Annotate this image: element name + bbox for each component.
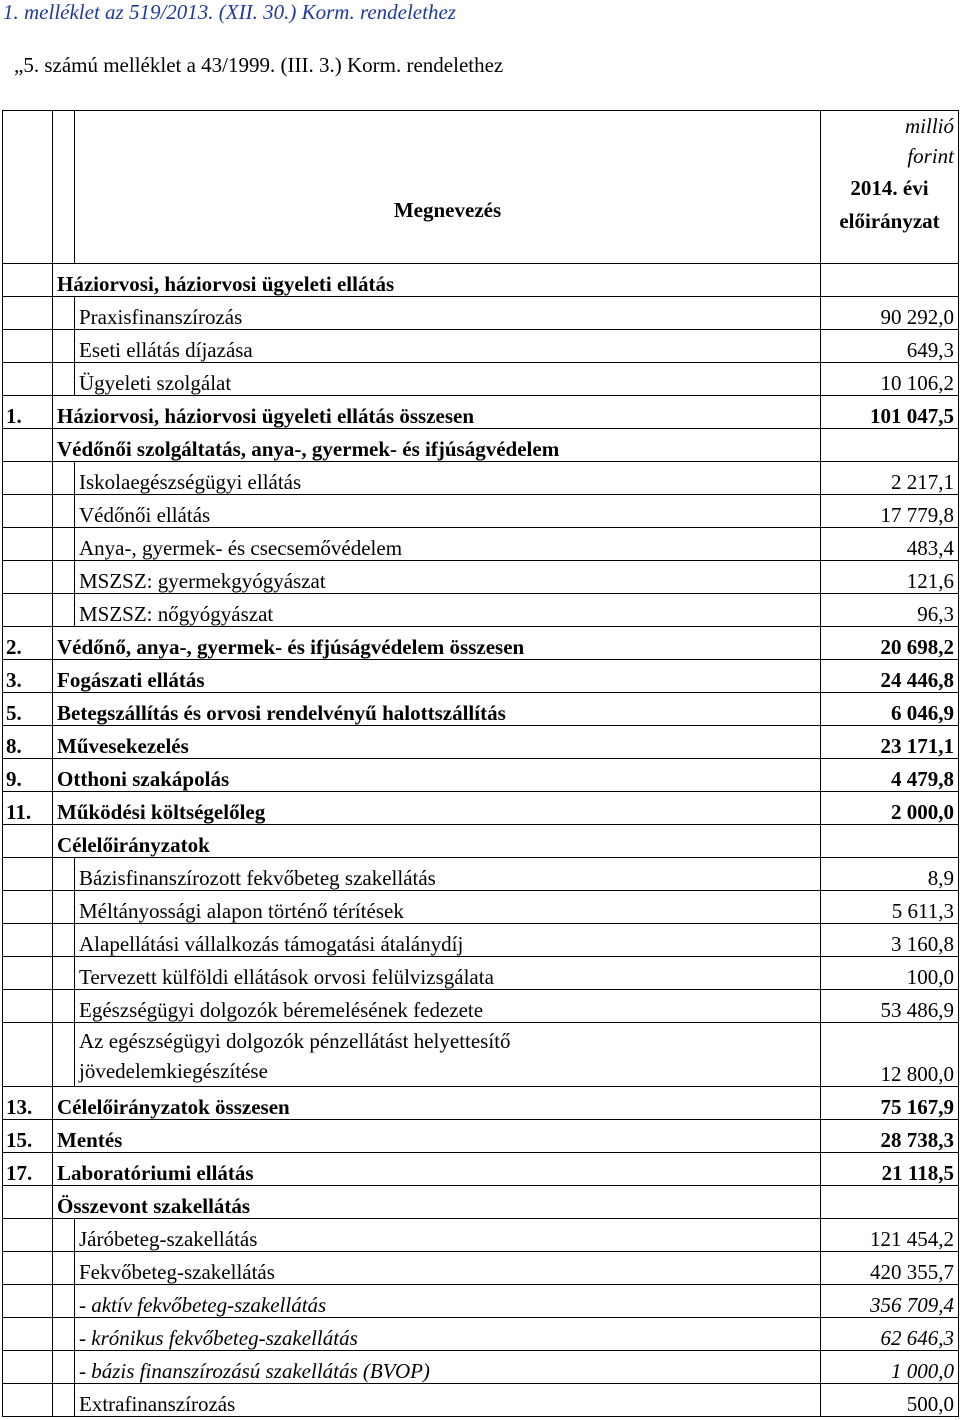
row-number: 1.: [3, 396, 53, 429]
row-number-empty: [3, 594, 53, 627]
item-label: Egészségügyi dolgozók béremelésének fedezete: [75, 990, 821, 1023]
row-number-empty: [3, 495, 53, 528]
row-number-empty: [3, 858, 53, 891]
row-number-empty: [3, 1384, 53, 1417]
item-label: Méltányossági alapon történő térítések: [75, 891, 821, 924]
row-number: 15.: [3, 1120, 53, 1153]
table-row: [3, 1087, 959, 1120]
item-value: 5 611,3: [821, 891, 959, 924]
indent-cell: [53, 957, 75, 990]
row-number: 11.: [3, 792, 53, 825]
item-label: Iskolaegészségügyi ellátás: [75, 462, 821, 495]
table-row: [3, 858, 959, 891]
indent-cell: [53, 858, 75, 891]
decree-reference-line: 1. melléklet az 519/2013. (XII. 30.) Korm. rendelethez: [3, 0, 456, 24]
table-row: [3, 330, 959, 363]
year-label: 2014. évi: [850, 176, 929, 200]
indent-cell: [53, 594, 75, 627]
total-value: 24 446,8: [821, 660, 959, 693]
table-row: [3, 561, 959, 594]
row-number-empty: [3, 528, 53, 561]
item-value: 1 000,0: [821, 1351, 959, 1384]
indent-cell: [53, 462, 75, 495]
indent-cell: [53, 1023, 75, 1087]
group-heading: Összevont szakellátás: [53, 1186, 821, 1219]
row-number-empty: [3, 1351, 53, 1384]
item-value: 8,9: [821, 858, 959, 891]
total-value: 75 167,9: [821, 1087, 959, 1120]
indent-cell: [53, 1384, 75, 1417]
item-label: Védőnői ellátás: [75, 495, 821, 528]
row-number: 5.: [3, 693, 53, 726]
appropriation-label: előirányzat: [839, 209, 940, 233]
total-value: 6 046,9: [821, 693, 959, 726]
table-row: [3, 1285, 959, 1318]
row-number: [3, 825, 53, 858]
indent-cell: [53, 924, 75, 957]
table-row: [3, 990, 959, 1023]
total-value: 28 738,3: [821, 1120, 959, 1153]
indent-cell: [53, 1219, 75, 1252]
row-number-empty: [3, 924, 53, 957]
group-heading: Védőnői szolgáltatás, anya-, gyermek- és ifjúságvédelem: [53, 429, 821, 462]
item-label: [75, 1023, 821, 1087]
indent-cell: [53, 495, 75, 528]
total-value: 2 000,0: [821, 792, 959, 825]
item-label: Ügyeleti szolgálat: [75, 363, 821, 396]
table-row: [3, 693, 959, 726]
item-value: 649,3: [821, 330, 959, 363]
row-number-empty: [3, 891, 53, 924]
item-value: 96,3: [821, 594, 959, 627]
table-row: [3, 363, 959, 396]
row-number-empty: [3, 1285, 53, 1318]
row-number: [3, 429, 53, 462]
table-row: [3, 264, 959, 297]
item-value: 12 800,0: [821, 1023, 959, 1087]
column-name-label: Megnevezés: [393, 197, 502, 222]
group-heading: Háziorvosi, háziorvosi ügyeleti ellátás: [53, 264, 821, 297]
table-row: [3, 594, 959, 627]
total-label: Mentés: [53, 1120, 821, 1153]
total-label: Védőnő, anya-, gyermek- és ifjúságvédelem összesen: [53, 627, 821, 660]
row-number-empty: [3, 957, 53, 990]
table-row: [3, 495, 959, 528]
item-label: MSZSZ: nőgyógyászat: [75, 594, 821, 627]
total-value: 20 698,2: [821, 627, 959, 660]
indent-cell: [53, 1318, 75, 1351]
table-row: [3, 792, 959, 825]
indent-cell: [53, 1351, 75, 1384]
total-label: Laboratóriumi ellátás: [53, 1153, 821, 1186]
table-row: [3, 1153, 959, 1186]
indent-cell: [53, 891, 75, 924]
table-header-row: [3, 111, 959, 264]
item-label: Fekvőbeteg-szakellátás: [75, 1252, 821, 1285]
table-row: [3, 891, 959, 924]
item-value: 483,4: [821, 528, 959, 561]
item-value: 3 160,8: [821, 924, 959, 957]
table-row: [3, 1023, 959, 1087]
indent-cell: [53, 330, 75, 363]
row-number: 2.: [3, 627, 53, 660]
table-row: [3, 1351, 959, 1384]
table-row: [3, 1219, 959, 1252]
table-row: [3, 957, 959, 990]
item-label: Bázisfinanszírozott fekvőbeteg szakellátás: [75, 858, 821, 891]
group-heading: Célelőirányzatok: [53, 825, 821, 858]
total-value: 101 047,5: [821, 396, 959, 429]
table-row: [3, 1252, 959, 1285]
indent-cell: [53, 363, 75, 396]
item-value: 500,0: [821, 1384, 959, 1417]
table-row: [3, 1186, 959, 1219]
table-row: [3, 660, 959, 693]
row-number-empty: [3, 561, 53, 594]
indent-cell: [53, 990, 75, 1023]
total-value: 4 479,8: [821, 759, 959, 792]
table-row: [3, 1318, 959, 1351]
budget-table: [2, 110, 959, 1417]
total-value: 21 118,5: [821, 1153, 959, 1186]
table-row: [3, 924, 959, 957]
table-row: [3, 726, 959, 759]
table-row: [3, 627, 959, 660]
table-row: [3, 1120, 959, 1153]
row-number-empty: [3, 297, 53, 330]
header-indent-cell: [53, 111, 75, 264]
item-value: 2 217,1: [821, 462, 959, 495]
total-label: Fogászati ellátás: [53, 660, 821, 693]
row-number: [3, 264, 53, 297]
item-label: Extrafinanszírozás: [75, 1384, 821, 1417]
unit-label-million: millió: [904, 114, 954, 138]
item-value: 121 454,2: [821, 1219, 959, 1252]
row-number: 3.: [3, 660, 53, 693]
table-row: [3, 825, 959, 858]
item-value: 420 355,7: [821, 1252, 959, 1285]
item-label: Anya-, gyermek- és csecsemővédelem: [75, 528, 821, 561]
row-number: 17.: [3, 1153, 53, 1186]
group-value: [821, 264, 959, 297]
item-label: Tervezett külföldi ellátások orvosi felülvizsgálata: [75, 957, 821, 990]
table-row: [3, 759, 959, 792]
group-value: [821, 825, 959, 858]
row-number-empty: [3, 330, 53, 363]
row-number: 9.: [3, 759, 53, 792]
item-label: Alapellátási vállalkozás támogatási átalánydíj: [75, 924, 821, 957]
total-value: 23 171,1: [821, 726, 959, 759]
row-number-empty: [3, 462, 53, 495]
group-value: [821, 1186, 959, 1219]
header-num-cell: [3, 111, 53, 264]
item-value: 100,0: [821, 957, 959, 990]
indent-cell: [53, 528, 75, 561]
total-label: Működési költségelőleg: [53, 792, 821, 825]
row-number: 8.: [3, 726, 53, 759]
item-value: 121,6: [821, 561, 959, 594]
total-label: Művesekezelés: [53, 726, 821, 759]
table-row: [3, 429, 959, 462]
indent-cell: [53, 297, 75, 330]
item-label: Járóbeteg-szakellátás: [75, 1219, 821, 1252]
unit-label-forint: forint: [907, 144, 954, 168]
item-label: MSZSZ: gyermekgyógyászat: [75, 561, 821, 594]
item-label-line2: jövedelemkiegészítése: [79, 1059, 268, 1083]
item-label: Praxisfinanszírozás: [75, 297, 821, 330]
column-header-amount: [821, 111, 959, 264]
row-number-empty: [3, 1219, 53, 1252]
row-number-empty: [3, 1252, 53, 1285]
row-number-empty: [3, 990, 53, 1023]
total-label: Háziorvosi, háziorvosi ügyeleti ellátás összesen: [53, 396, 821, 429]
item-value: 356 709,4: [821, 1285, 959, 1318]
item-value: 62 646,3: [821, 1318, 959, 1351]
item-label-line1: Az egészségügyi dolgozók pénzellátást helyettesítő: [79, 1029, 511, 1053]
annex-title-line: „5. számú melléklet a 43/1999. (III. 3.) Korm. rendelethez: [14, 53, 504, 77]
item-label: - aktív fekvőbeteg-szakellátás: [75, 1285, 821, 1318]
indent-cell: [53, 561, 75, 594]
table-row: [3, 528, 959, 561]
item-value: 90 292,0: [821, 297, 959, 330]
item-value: 17 779,8: [821, 495, 959, 528]
item-label: - bázis finanszírozású szakellátás (BVOP): [75, 1351, 821, 1384]
indent-cell: [53, 1285, 75, 1318]
row-number-empty: [3, 1318, 53, 1351]
indent-cell: [53, 1252, 75, 1285]
item-label: Eseti ellátás díjazása: [75, 330, 821, 363]
total-label: Célelőirányzatok összesen: [53, 1087, 821, 1120]
row-number-empty: [3, 1023, 53, 1087]
item-value: 10 106,2: [821, 363, 959, 396]
item-label: - krónikus fekvőbeteg-szakellátás: [75, 1318, 821, 1351]
total-label: Betegszállítás és orvosi rendelvényű halottszállítás: [53, 693, 821, 726]
row-number: 13.: [3, 1087, 53, 1120]
table-row: [3, 462, 959, 495]
column-header-name: [75, 111, 821, 264]
row-number-empty: [3, 363, 53, 396]
total-label: Otthoni szakápolás: [53, 759, 821, 792]
table-row: [3, 297, 959, 330]
group-value: [821, 429, 959, 462]
item-value: 53 486,9: [821, 990, 959, 1023]
table-row: [3, 396, 959, 429]
table-row: [3, 1384, 959, 1417]
row-number: [3, 1186, 53, 1219]
